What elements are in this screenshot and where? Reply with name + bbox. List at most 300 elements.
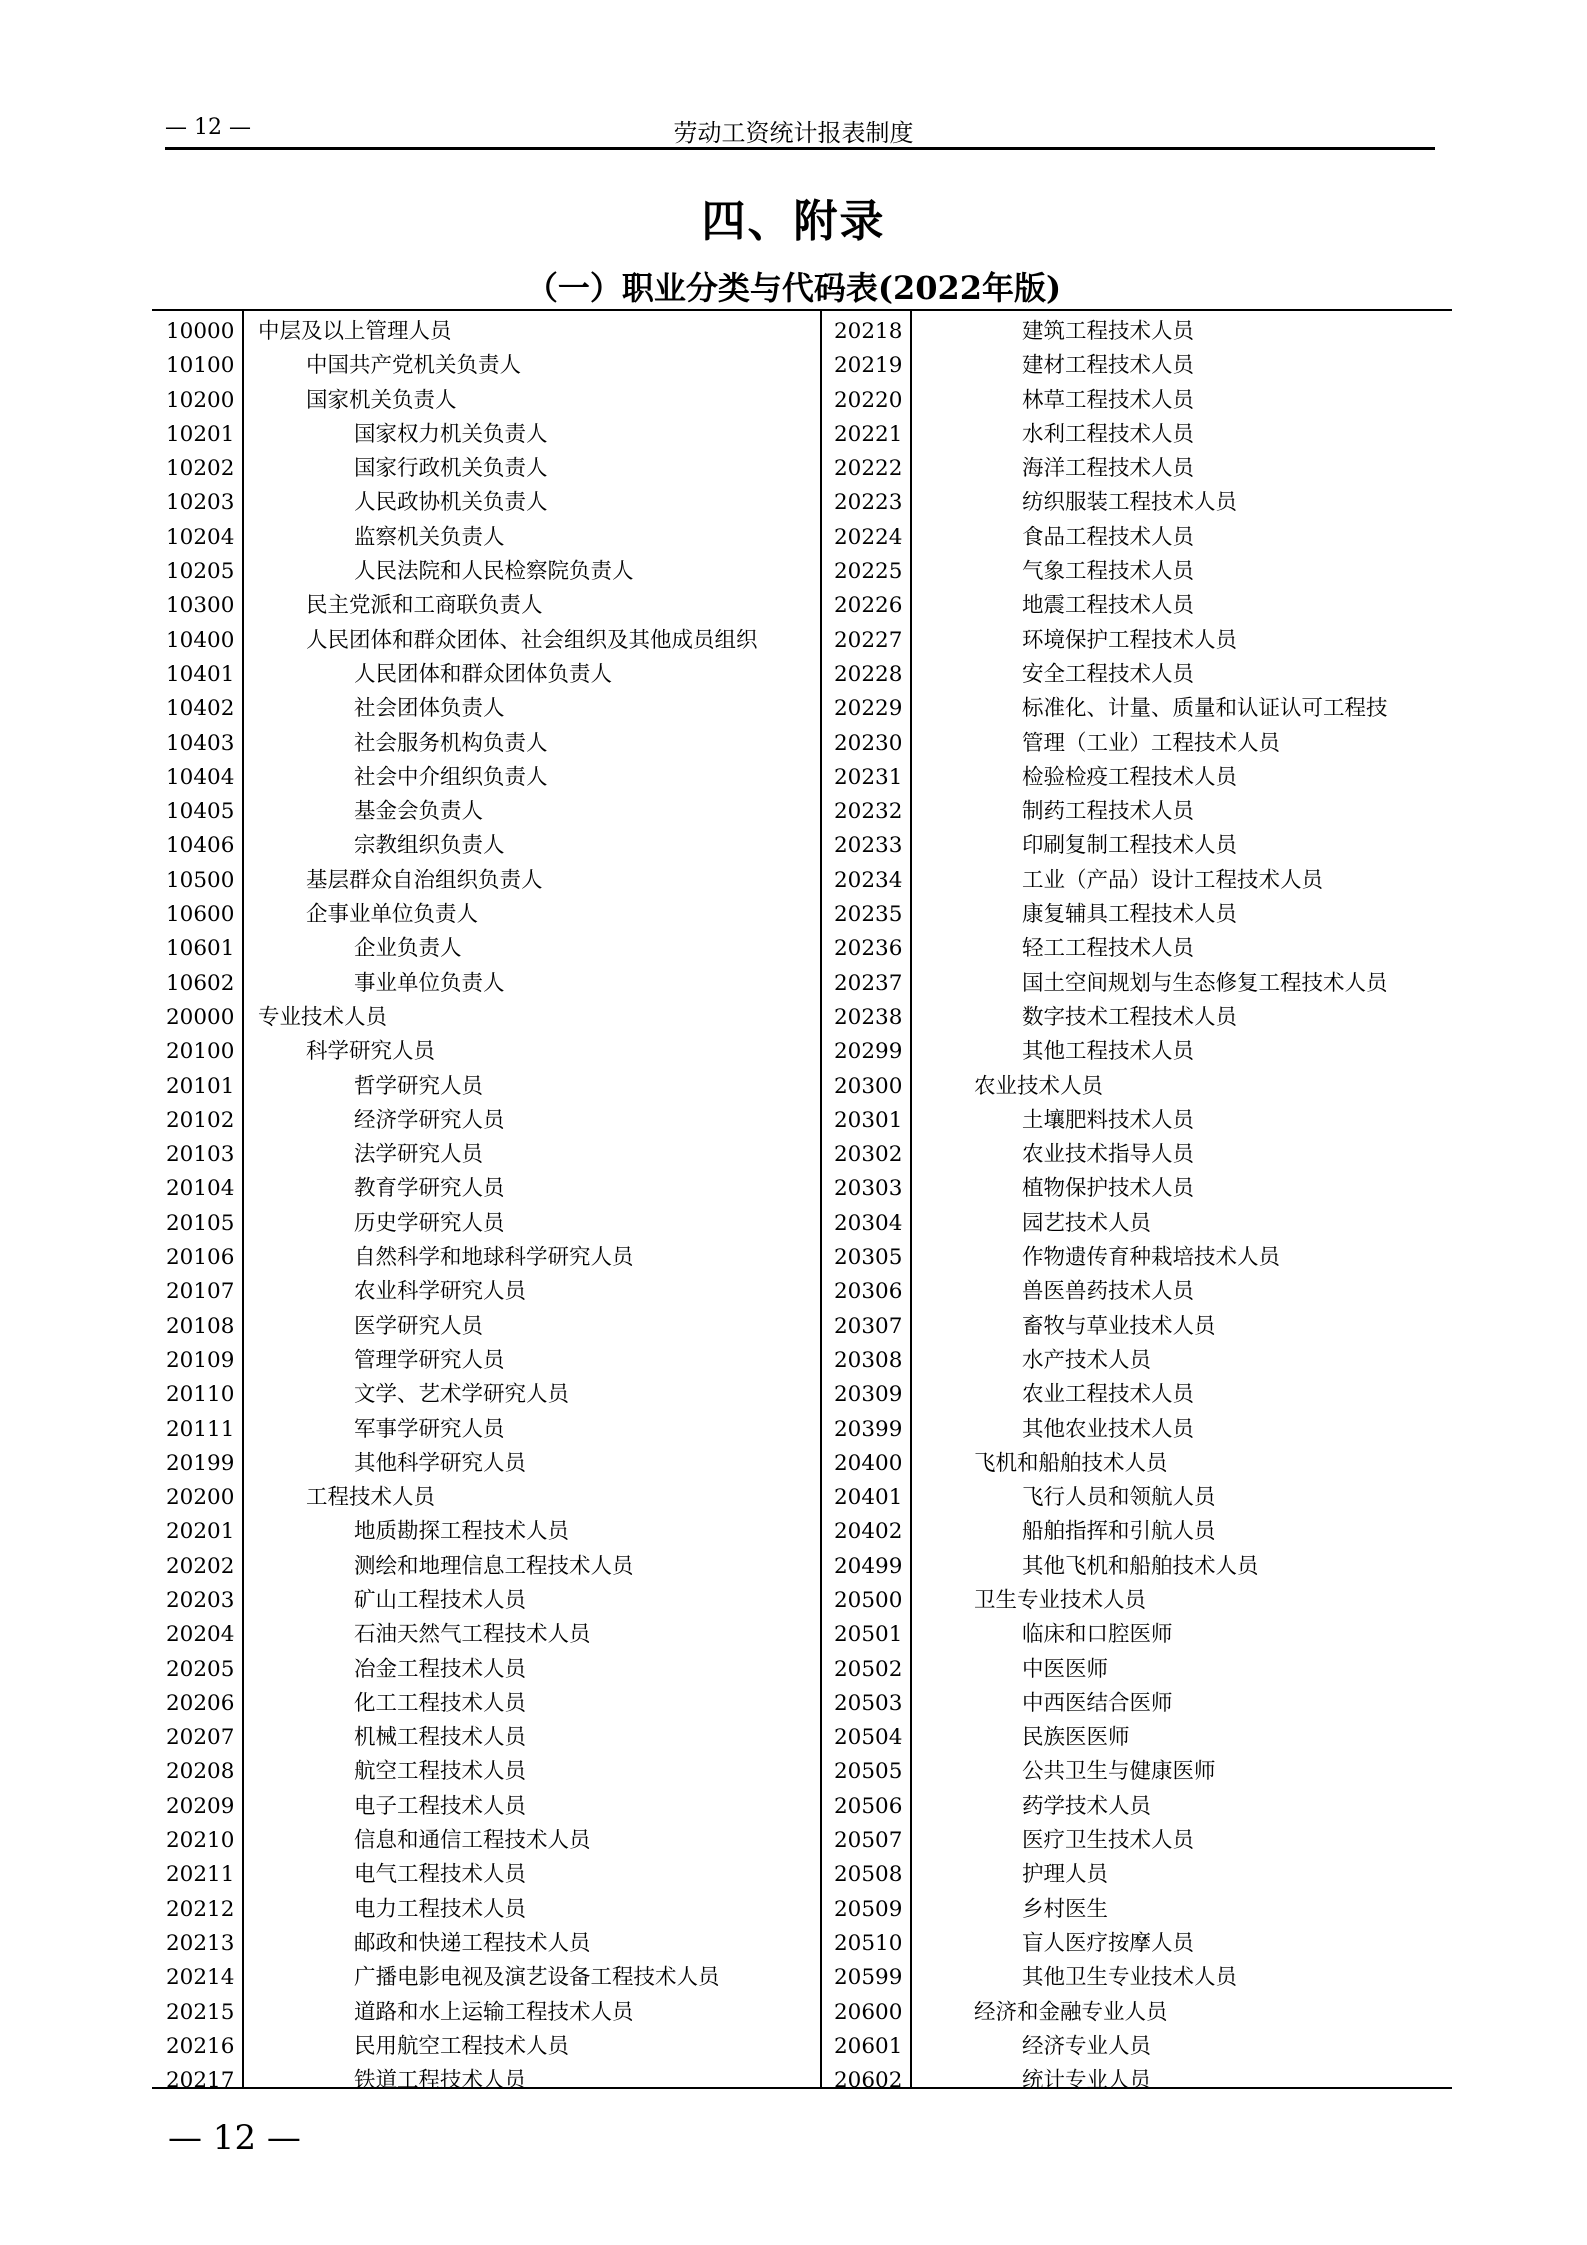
table-row (152, 1721, 820, 1755)
occupation-code: 20238 (834, 1004, 903, 1030)
occupation-name: 农业技术指导人员 (1022, 1142, 1195, 1168)
occupation-code: 20307 (834, 1313, 903, 1339)
occupation-code: 20102 (166, 1107, 235, 1133)
occupation-name: 飞机和船舶技术人员 (974, 1450, 1168, 1476)
table-row (152, 1344, 820, 1378)
occupation-code: 10402 (166, 696, 235, 722)
occupation-name: 信息和通信工程技术人员 (354, 1828, 591, 1854)
occupation-code: 10601 (166, 936, 235, 962)
occupation-name: 食品工程技术人员 (1022, 524, 1195, 550)
table-row (152, 1104, 820, 1138)
occupation-code: 20400 (834, 1450, 903, 1476)
table-row (822, 349, 1452, 383)
occupation-code: 20301 (834, 1107, 903, 1133)
occupation-name: 社会服务机构负责人 (354, 730, 548, 756)
occupation-code-table (152, 309, 1452, 2094)
occupation-code: 10600 (166, 902, 235, 928)
occupation-name: 企业负责人 (354, 936, 462, 962)
table-row (822, 521, 1452, 555)
table-row (152, 1207, 820, 1241)
left-column (152, 315, 820, 2098)
table-row (152, 349, 820, 383)
occupation-code: 20305 (834, 1245, 903, 1271)
table-row (822, 1070, 1452, 1104)
table-row (152, 967, 820, 1001)
table-row (822, 727, 1452, 761)
occupation-name: 地震工程技术人员 (1022, 593, 1195, 619)
occupation-code: 20507 (834, 1828, 903, 1854)
table-row (822, 452, 1452, 486)
table-row (152, 486, 820, 520)
occupation-code: 20220 (834, 387, 903, 413)
table-row (822, 1550, 1452, 1584)
table-row (822, 1687, 1452, 1721)
occupation-name: 教育学研究人员 (354, 1176, 505, 1202)
occupation-name: 专业技术人员 (258, 1004, 388, 1030)
occupation-name: 国土空间规划与生态修复工程技术人员 (1022, 970, 1388, 996)
occupation-name: 机械工程技术人员 (354, 1725, 527, 1751)
table-row (152, 864, 820, 898)
table-row (152, 1275, 820, 1309)
table-row (152, 315, 820, 349)
occupation-code: 20108 (166, 1313, 235, 1339)
occupation-code: 20228 (834, 661, 903, 687)
occupation-name: 工程技术人员 (306, 1485, 436, 1511)
occupation-code: 20505 (834, 1759, 903, 1785)
table-row (152, 1961, 820, 1995)
occupation-code: 20600 (834, 1999, 903, 2025)
occupation-code: 20309 (834, 1382, 903, 1408)
table-row (822, 1653, 1452, 1687)
occupation-name: 纺织服装工程技术人员 (1022, 490, 1238, 516)
table-row (152, 658, 820, 692)
table-row (152, 1858, 820, 1892)
table-row (822, 1790, 1452, 1824)
occupation-code: 20500 (834, 1587, 903, 1613)
table-row (822, 761, 1452, 795)
occupation-code: 10202 (166, 456, 235, 482)
table-row (822, 1927, 1452, 1961)
occupation-code: 20204 (166, 1622, 235, 1648)
table-row (152, 898, 820, 932)
occupation-name: 社会团体负责人 (354, 696, 505, 722)
occupation-name: 电气工程技术人员 (354, 1862, 527, 1888)
table-row (822, 1172, 1452, 1206)
table-row (152, 1824, 820, 1858)
page-title: 四、附录 (701, 196, 886, 247)
occupation-name: 国家行政机关负责人 (354, 456, 548, 482)
table-row (152, 1996, 820, 2030)
occupation-code: 20209 (166, 1793, 235, 1819)
occupation-code: 10401 (166, 661, 235, 687)
occupation-code: 20402 (834, 1519, 903, 1545)
footer-page-number: — 12 — (168, 2118, 301, 2158)
occupation-name: 其他工程技术人员 (1022, 1039, 1195, 1065)
table-row (822, 1961, 1452, 1995)
table-row (152, 1447, 820, 1481)
table-row (822, 1378, 1452, 1412)
table-row (152, 555, 820, 589)
occupation-name: 民用航空工程技术人员 (354, 2033, 570, 2059)
occupation-code: 20205 (166, 1656, 235, 1682)
occupation-name: 科学研究人员 (306, 1039, 436, 1065)
occupation-name: 其他科学研究人员 (354, 1450, 527, 1476)
table-row (822, 1858, 1452, 1892)
occupation-code: 20236 (834, 936, 903, 962)
occupation-name: 检验检疫工程技术人员 (1022, 764, 1238, 790)
table-row (152, 1584, 820, 1618)
occupation-code: 20200 (166, 1485, 235, 1511)
occupation-name: 数字技术工程技术人员 (1022, 1004, 1238, 1030)
occupation-name: 其他农业技术人员 (1022, 1416, 1195, 1442)
occupation-name: 农业科学研究人员 (354, 1279, 527, 1305)
table-row (152, 1687, 820, 1721)
occupation-code: 10602 (166, 970, 235, 996)
table-row (822, 1721, 1452, 1755)
occupation-name: 管理（工业）工程技术人员 (1022, 730, 1281, 756)
occupation-name: 盲人医疗按摩人员 (1022, 1930, 1195, 1956)
occupation-code: 20207 (166, 1725, 235, 1751)
table-row (822, 1447, 1452, 1481)
occupation-code: 20308 (834, 1347, 903, 1373)
occupation-name: 园艺技术人员 (1022, 1210, 1152, 1236)
occupation-name: 康复辅具工程技术人员 (1022, 902, 1238, 928)
table-row (822, 1035, 1452, 1069)
occupation-name: 哲学研究人员 (354, 1073, 484, 1099)
table-row (822, 829, 1452, 863)
occupation-name: 飞行人员和领航人员 (1022, 1485, 1216, 1511)
occupation-code: 20502 (834, 1656, 903, 1682)
occupation-code: 20306 (834, 1279, 903, 1305)
occupation-code: 20510 (834, 1930, 903, 1956)
occupation-name: 人民团体和群众团体、社会组织及其他成员组织 (306, 627, 758, 653)
occupation-code: 20224 (834, 524, 903, 550)
occupation-code: 20504 (834, 1725, 903, 1751)
table-row (822, 1241, 1452, 1275)
occupation-code: 20222 (834, 456, 903, 482)
table-row (822, 932, 1452, 966)
occupation-code: 20210 (166, 1828, 235, 1854)
occupation-code: 20206 (166, 1690, 235, 1716)
table-row (152, 1893, 820, 1927)
occupation-name: 气象工程技术人员 (1022, 559, 1195, 585)
occupation-code: 10000 (166, 319, 235, 344)
occupation-name: 军事学研究人员 (354, 1416, 505, 1442)
table-row (152, 1755, 820, 1789)
occupation-code: 20503 (834, 1690, 903, 1716)
occupation-code: 20101 (166, 1073, 235, 1099)
table-row (152, 418, 820, 452)
right-column (822, 315, 1452, 2098)
table-row (152, 2064, 820, 2098)
table-row (152, 1310, 820, 1344)
table-row (822, 486, 1452, 520)
occupation-code: 10405 (166, 799, 235, 825)
occupation-name: 印刷复制工程技术人员 (1022, 833, 1238, 859)
table-row (152, 521, 820, 555)
table-row (152, 1481, 820, 1515)
table-row (822, 384, 1452, 418)
table-row (152, 2030, 820, 2064)
occupation-name: 卫生专业技术人员 (974, 1587, 1147, 1613)
table-row (822, 555, 1452, 589)
occupation-name: 国家权力机关负责人 (354, 421, 548, 447)
occupation-name: 其他卫生专业技术人员 (1022, 1965, 1238, 1991)
occupation-name: 林草工程技术人员 (1022, 387, 1195, 413)
table-row (152, 829, 820, 863)
occupation-name: 中层及以上管理人员 (258, 319, 452, 344)
table-row (822, 1207, 1452, 1241)
occupation-name: 化工工程技术人员 (354, 1690, 527, 1716)
occupation-code: 20202 (166, 1553, 235, 1579)
table-top-rule (152, 309, 1452, 311)
occupation-code: 20000 (166, 1004, 235, 1030)
occupation-code: 20508 (834, 1862, 903, 1888)
occupation-name: 民族医医师 (1022, 1725, 1130, 1751)
occupation-code: 20218 (834, 319, 903, 344)
occupation-name: 邮政和快递工程技术人员 (354, 1930, 591, 1956)
occupation-name: 水产技术人员 (1022, 1347, 1152, 1373)
occupation-code: 20103 (166, 1142, 235, 1168)
table-row (822, 1584, 1452, 1618)
table-row (822, 624, 1452, 658)
table-row (822, 1893, 1452, 1927)
occupation-code: 20111 (166, 1416, 235, 1442)
occupation-code: 20231 (834, 764, 903, 790)
table-row (152, 1927, 820, 1961)
occupation-code: 20599 (834, 1965, 903, 1991)
table-row (152, 1241, 820, 1275)
occupation-name: 石油天然气工程技术人员 (354, 1622, 591, 1648)
table-row (152, 1001, 820, 1035)
header-page-number: — 12 — (165, 115, 251, 140)
occupation-code: 20110 (166, 1382, 235, 1408)
occupation-name: 公共卫生与健康医师 (1022, 1759, 1216, 1785)
occupation-code: 20303 (834, 1176, 903, 1202)
occupation-code: 20215 (166, 1999, 235, 2025)
occupation-code: 20107 (166, 1279, 235, 1305)
occupation-code: 20214 (166, 1965, 235, 1991)
occupation-code: 10403 (166, 730, 235, 756)
occupation-code: 20199 (166, 1450, 235, 1476)
occupation-code: 10200 (166, 387, 235, 413)
occupation-code: 20201 (166, 1519, 235, 1545)
occupation-code: 20223 (834, 490, 903, 516)
occupation-name: 植物保护技术人员 (1022, 1176, 1195, 1202)
occupation-code: 20221 (834, 421, 903, 447)
occupation-code: 20211 (166, 1862, 235, 1888)
occupation-code: 10201 (166, 421, 235, 447)
occupation-code: 20237 (834, 970, 903, 996)
occupation-code: 20227 (834, 627, 903, 653)
table-row (152, 1413, 820, 1447)
occupation-name: 建筑工程技术人员 (1022, 319, 1195, 344)
occupation-name: 人民政协机关负责人 (354, 490, 548, 516)
table-row (822, 1755, 1452, 1789)
occupation-name: 国家机关负责人 (306, 387, 457, 413)
occupation-name: 制药工程技术人员 (1022, 799, 1195, 825)
occupation-name: 基金会负责人 (354, 799, 484, 825)
occupation-code: 20217 (166, 2068, 235, 2094)
occupation-code: 10406 (166, 833, 235, 859)
table-row (152, 589, 820, 623)
table-row (152, 1035, 820, 1069)
occupation-code: 20109 (166, 1347, 235, 1373)
occupation-code: 20208 (166, 1759, 235, 1785)
occupation-code: 20104 (166, 1176, 235, 1202)
occupation-name: 民主党派和工商联负责人 (306, 593, 543, 619)
table-row (822, 1344, 1452, 1378)
occupation-name: 安全工程技术人员 (1022, 661, 1195, 687)
occupation-name: 护理人员 (1022, 1862, 1109, 1888)
occupation-name: 轻工工程技术人员 (1022, 936, 1195, 962)
occupation-code: 20219 (834, 353, 903, 379)
occupation-name: 标准化、计量、质量和认证认可工程技 (1022, 696, 1388, 722)
occupation-name: 船舶指挥和引航人员 (1022, 1519, 1216, 1545)
occupation-name: 企事业单位负责人 (306, 902, 479, 928)
occupation-code: 10500 (166, 867, 235, 893)
occupation-code: 20213 (166, 1930, 235, 1956)
occupation-code: 20501 (834, 1622, 903, 1648)
table-row (152, 727, 820, 761)
table-row (822, 1824, 1452, 1858)
occupation-code: 20226 (834, 593, 903, 619)
occupation-name: 社会中介组织负责人 (354, 764, 548, 790)
occupation-name: 药学技术人员 (1022, 1793, 1152, 1819)
occupation-code: 20235 (834, 902, 903, 928)
occupation-name: 经济专业人员 (1022, 2033, 1152, 2059)
table-row (822, 1515, 1452, 1549)
occupation-code: 20399 (834, 1416, 903, 1442)
occupation-code: 20234 (834, 867, 903, 893)
occupation-code: 20100 (166, 1039, 235, 1065)
table-row (822, 795, 1452, 829)
occupation-code: 10400 (166, 627, 235, 653)
occupation-name: 工业（产品）设计工程技术人员 (1022, 867, 1324, 893)
table-row (822, 1001, 1452, 1035)
occupation-name: 法学研究人员 (354, 1142, 484, 1168)
occupation-name: 人民团体和群众团体负责人 (354, 661, 613, 687)
table-row (822, 418, 1452, 452)
table-row (822, 967, 1452, 1001)
table-title: （一）职业分类与代码表(2022年版) (525, 269, 1062, 307)
occupation-code: 20106 (166, 1245, 235, 1271)
occupation-name: 兽医兽药技术人员 (1022, 1279, 1195, 1305)
table-row (152, 624, 820, 658)
occupation-code: 20300 (834, 1073, 903, 1099)
occupation-name: 地质勘探工程技术人员 (354, 1519, 570, 1545)
occupation-name: 海洋工程技术人员 (1022, 456, 1195, 482)
occupation-code: 10404 (166, 764, 235, 790)
table-row (152, 1653, 820, 1687)
occupation-name: 监察机关负责人 (354, 524, 505, 550)
occupation-name: 统计专业人员 (1022, 2068, 1152, 2094)
occupation-code: 20232 (834, 799, 903, 825)
table-row (822, 658, 1452, 692)
occupation-code: 20302 (834, 1142, 903, 1168)
occupation-name: 土壤肥料技术人员 (1022, 1107, 1195, 1133)
table-row (822, 1104, 1452, 1138)
occupation-code: 20216 (166, 2033, 235, 2059)
occupation-name: 乡村医生 (1022, 1896, 1109, 1922)
occupation-name: 中国共产党机关负责人 (306, 353, 522, 379)
occupation-name: 电力工程技术人员 (354, 1896, 527, 1922)
occupation-name: 铁道工程技术人员 (354, 2068, 527, 2094)
occupation-name: 宗教组织负责人 (354, 833, 505, 859)
occupation-code: 20203 (166, 1587, 235, 1613)
occupation-name: 其他飞机和船舶技术人员 (1022, 1553, 1259, 1579)
table-row (152, 1618, 820, 1652)
occupation-name: 建材工程技术人员 (1022, 353, 1195, 379)
occupation-name: 航空工程技术人员 (354, 1759, 527, 1785)
table-row (822, 2064, 1452, 2098)
occupation-name: 历史学研究人员 (354, 1210, 505, 1236)
table-row (822, 864, 1452, 898)
table-row (822, 1481, 1452, 1515)
occupation-name: 农业技术人员 (974, 1073, 1104, 1099)
table-row (822, 315, 1452, 349)
occupation-name: 人民法院和人民检察院负责人 (354, 559, 634, 585)
occupation-name: 中西医结合医师 (1022, 1690, 1173, 1716)
table-row (822, 589, 1452, 623)
table-row (152, 452, 820, 486)
occupation-code: 20299 (834, 1039, 903, 1065)
table-row (152, 795, 820, 829)
occupation-name: 广播电影电视及演艺设备工程技术人员 (354, 1965, 720, 1991)
occupation-name: 经济学研究人员 (354, 1107, 505, 1133)
occupation-name: 事业单位负责人 (354, 970, 505, 996)
occupation-code: 20233 (834, 833, 903, 859)
occupation-code: 10205 (166, 559, 235, 585)
occupation-code: 10100 (166, 353, 235, 379)
table-row (152, 1550, 820, 1584)
header-document-title: 劳动工资统计报表制度 (673, 119, 914, 147)
table-row (822, 1413, 1452, 1447)
occupation-code: 20229 (834, 696, 903, 722)
occupation-code: 20509 (834, 1896, 903, 1922)
table-row (152, 761, 820, 795)
occupation-name: 自然科学和地球科学研究人员 (354, 1245, 634, 1271)
occupation-code: 10300 (166, 593, 235, 619)
occupation-name: 农业工程技术人员 (1022, 1382, 1195, 1408)
occupation-code: 20225 (834, 559, 903, 585)
occupation-name: 测绘和地理信息工程技术人员 (354, 1553, 634, 1579)
occupation-code: 20105 (166, 1210, 235, 1236)
occupation-name: 中医医师 (1022, 1656, 1109, 1682)
occupation-name: 电子工程技术人员 (354, 1793, 527, 1819)
table-row (822, 1275, 1452, 1309)
occupation-name: 基层群众自治组织负责人 (306, 867, 543, 893)
occupation-code: 20401 (834, 1485, 903, 1511)
occupation-code: 20601 (834, 2033, 903, 2059)
occupation-code: 20499 (834, 1553, 903, 1579)
occupation-name: 畜牧与草业技术人员 (1022, 1313, 1216, 1339)
occupation-name: 矿山工程技术人员 (354, 1587, 527, 1613)
table-row (822, 2030, 1452, 2064)
table-row (152, 1378, 820, 1412)
table-row (152, 692, 820, 726)
table-row (152, 384, 820, 418)
occupation-name: 医疗卫生技术人员 (1022, 1828, 1195, 1854)
table-row (822, 1996, 1452, 2030)
occupation-name: 作物遗传育种栽培技术人员 (1022, 1245, 1281, 1271)
table-row (152, 1070, 820, 1104)
occupation-code: 10204 (166, 524, 235, 550)
occupation-name: 医学研究人员 (354, 1313, 484, 1339)
occupation-code: 20212 (166, 1896, 235, 1922)
occupation-name: 经济和金融专业人员 (974, 1999, 1168, 2025)
occupation-code: 20230 (834, 730, 903, 756)
